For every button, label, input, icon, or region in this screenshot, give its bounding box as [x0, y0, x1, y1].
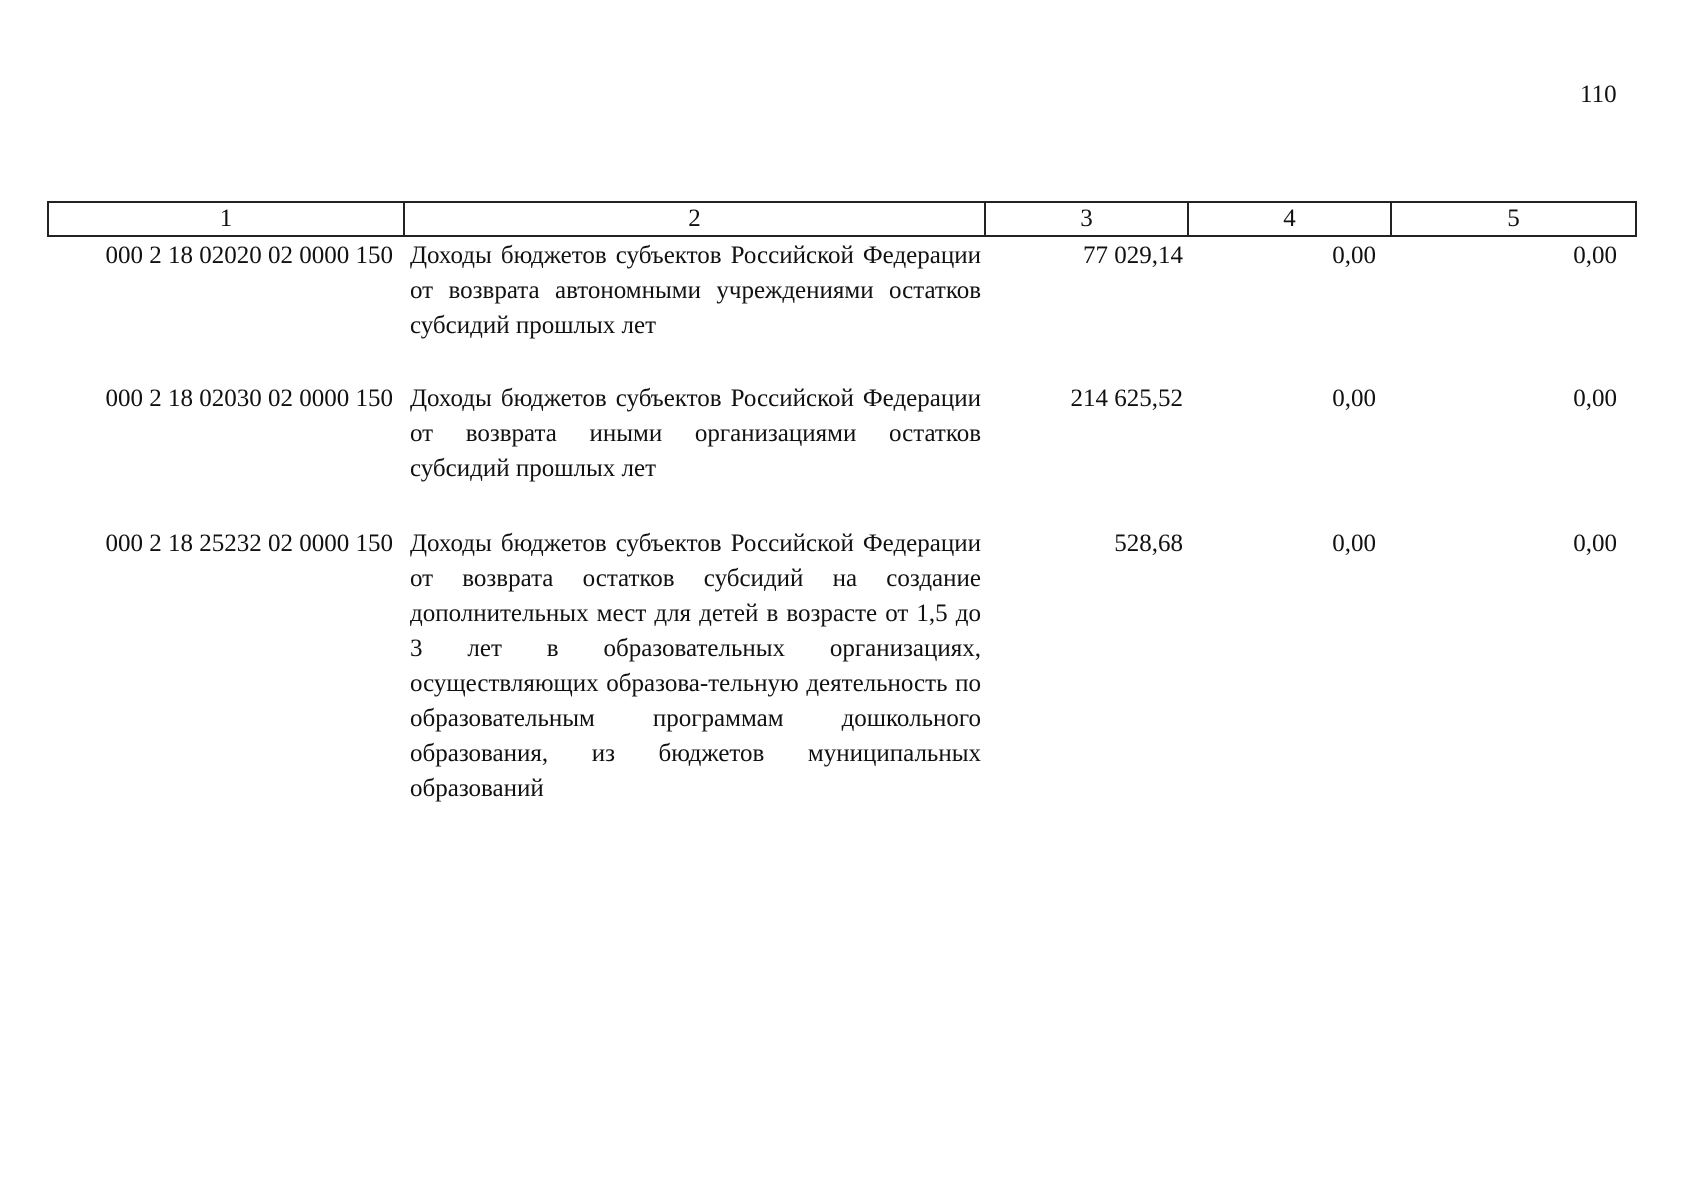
- column-header-4: 4: [1188, 202, 1391, 236]
- income-name-cell: Доходы бюджетов субъектов Российской Федерации от возврата автономными учреждениями остатков субсидий прошлых лет: [410, 242, 981, 339]
- amount-col4-cell: 0,00: [1332, 242, 1376, 269]
- amount-col5-cell: 0,00: [1573, 385, 1617, 412]
- income-name-cell: Доходы бюджетов субъектов Российской Федерации от возврата иными организациями остатков субсидий прошлых лет: [410, 385, 981, 482]
- income-name-cell: Доходы бюджетов субъектов Российской Федерации от возврата остатков субсидий на создание дополнительных мест для детей в возрасте от 1,5 до 3 лет в образовательных организациях, осуществляющих образова-тельную деятельность по образовательным программам дошкольного образования, из бюджетов муниципальных образований: [410, 530, 981, 802]
- table-body: [48, 236, 1636, 816]
- budget-code-cell: 000 2 18 25232 02 0000 150: [105, 530, 393, 557]
- column-header-2: 2: [404, 202, 985, 236]
- budget-income-table: [47, 201, 1637, 816]
- column-header-1: 1: [48, 202, 404, 236]
- column-header-5: 5: [1391, 202, 1636, 236]
- amount-col4-cell: 0,00: [1332, 530, 1376, 557]
- column-header-3: 3: [985, 202, 1188, 236]
- amount-col5-cell: 0,00: [1573, 530, 1617, 557]
- amount-col5-cell: 0,00: [1573, 242, 1617, 269]
- table-header: [48, 202, 1636, 236]
- budget-code-cell: 000 2 18 02020 02 0000 150: [105, 242, 393, 269]
- amount-col3-cell: 528,68: [1114, 530, 1183, 557]
- amount-col4-cell: 0,00: [1332, 385, 1376, 412]
- table-row: [48, 381, 1636, 526]
- amount-col3-cell: 214 625,52: [1070, 385, 1183, 412]
- page-number: 110: [1580, 81, 1617, 108]
- amount-col3-cell: 77 029,14: [1083, 242, 1183, 269]
- budget-code-cell: 000 2 18 02030 02 0000 150: [105, 385, 393, 412]
- table-row: [48, 526, 1636, 816]
- header-row: [48, 202, 1636, 236]
- table-row: [48, 236, 1636, 381]
